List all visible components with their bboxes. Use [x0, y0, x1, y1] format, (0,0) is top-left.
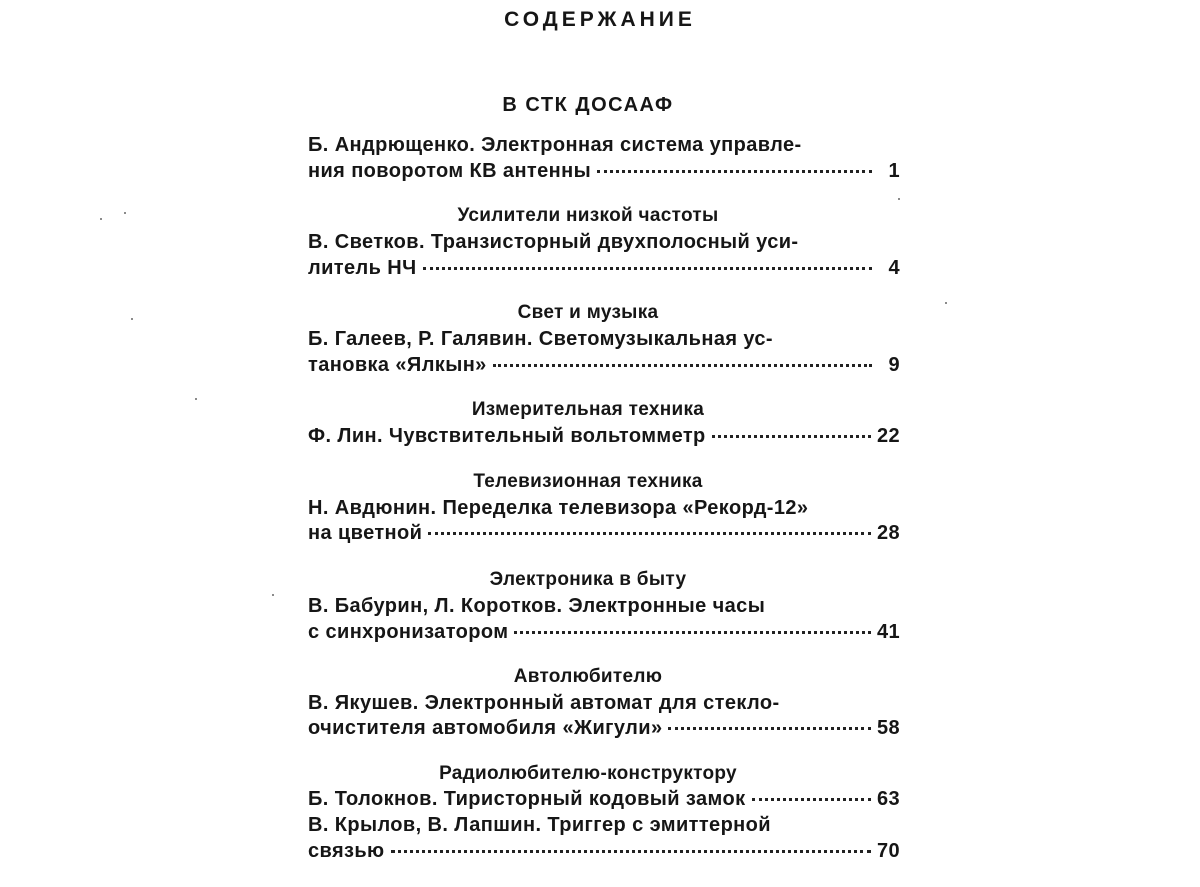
section-heading: Усилители низкой частоты — [457, 205, 719, 226]
section-heading: Измерительная техника — [471, 399, 705, 420]
scan-speck — [898, 198, 900, 200]
toc-entry-text: литель НЧ — [308, 257, 417, 279]
toc-entry-line — [308, 838, 900, 864]
dot-leader — [752, 798, 871, 801]
section-heading: Телевизионная техника — [473, 471, 703, 492]
section-heading: Электроника в быту — [489, 569, 687, 590]
page-number: 58 — [876, 717, 900, 739]
section-heading: В СТК ДОСААФ — [502, 94, 674, 116]
toc-entry-line: В. Якушев. Электронный автомат для стекло- — [308, 692, 780, 714]
section-heading: Свет и музыка — [517, 302, 659, 323]
toc-entry-text: с синхронизатором — [308, 621, 509, 643]
section-heading: Радиолюбителю-конструктору — [439, 763, 737, 784]
section-heading: Автолюбителю — [513, 666, 663, 687]
page-number: 22 — [876, 425, 900, 447]
dot-leader — [597, 170, 872, 173]
toc-entry-line: В. Бабурин, Л. Коротков. Электронные часы — [308, 595, 766, 617]
toc-entry-text: очистителя автомобиля «Жигули» — [308, 717, 663, 739]
dot-leader — [493, 364, 872, 367]
dot-leader — [428, 532, 871, 535]
scan-speck — [272, 594, 274, 596]
dot-leader — [668, 727, 870, 730]
toc-entry-text: Б. Толокнов. Тиристорный кодовый замок — [308, 788, 746, 810]
toc-entry-line — [308, 352, 900, 378]
toc-entry-text: ния поворотом КВ антенны — [308, 160, 592, 182]
toc-entry-line — [308, 520, 900, 546]
page-number: 4 — [888, 257, 900, 279]
toc-entry-text: Ф. Лин. Чувствительный вольтомметр — [308, 425, 706, 447]
page-number: 28 — [876, 522, 900, 544]
toc-entry-text: на цветной — [308, 522, 423, 544]
toc-entry-line: Н. Авдюнин. Переделка телевизора «Рекорд-12» — [308, 497, 809, 519]
dot-leader — [514, 631, 871, 634]
dot-leader — [391, 850, 871, 853]
toc-entry-line — [308, 423, 900, 449]
page-number: 9 — [888, 354, 900, 376]
scan-speck — [100, 218, 102, 220]
toc-entry-text: тановка «Ялкын» — [308, 354, 487, 376]
dot-leader — [423, 267, 872, 270]
scan-speck — [131, 318, 133, 320]
toc-entry-line: В. Крылов, В. Лапшин. Триггер с эмиттерной — [308, 814, 771, 836]
page-number: 63 — [876, 788, 900, 810]
page-number: 41 — [876, 621, 900, 643]
dot-leader — [712, 435, 871, 438]
toc-entry-line: Б. Андрющенко. Электронная система управле- — [308, 134, 802, 156]
toc-entry-line — [308, 786, 900, 812]
scan-speck — [124, 212, 126, 214]
toc-entry-line — [308, 158, 900, 184]
scan-speck — [195, 398, 197, 400]
toc-entry-line — [308, 619, 900, 645]
toc-entry-line: В. Светков. Транзисторный двухполосный уси- — [308, 231, 799, 253]
page-title: СОДЕРЖАНИЕ — [504, 8, 696, 31]
scan-speck — [945, 302, 947, 304]
page-number: 70 — [876, 840, 900, 862]
page-number: 1 — [888, 160, 900, 182]
toc-entry-text: связью — [308, 840, 385, 862]
toc-entry-line — [308, 255, 900, 281]
toc-entry-line: Б. Галеев, Р. Галявин. Светомузыкальная ус- — [308, 328, 773, 350]
toc-entry-line — [308, 715, 900, 741]
